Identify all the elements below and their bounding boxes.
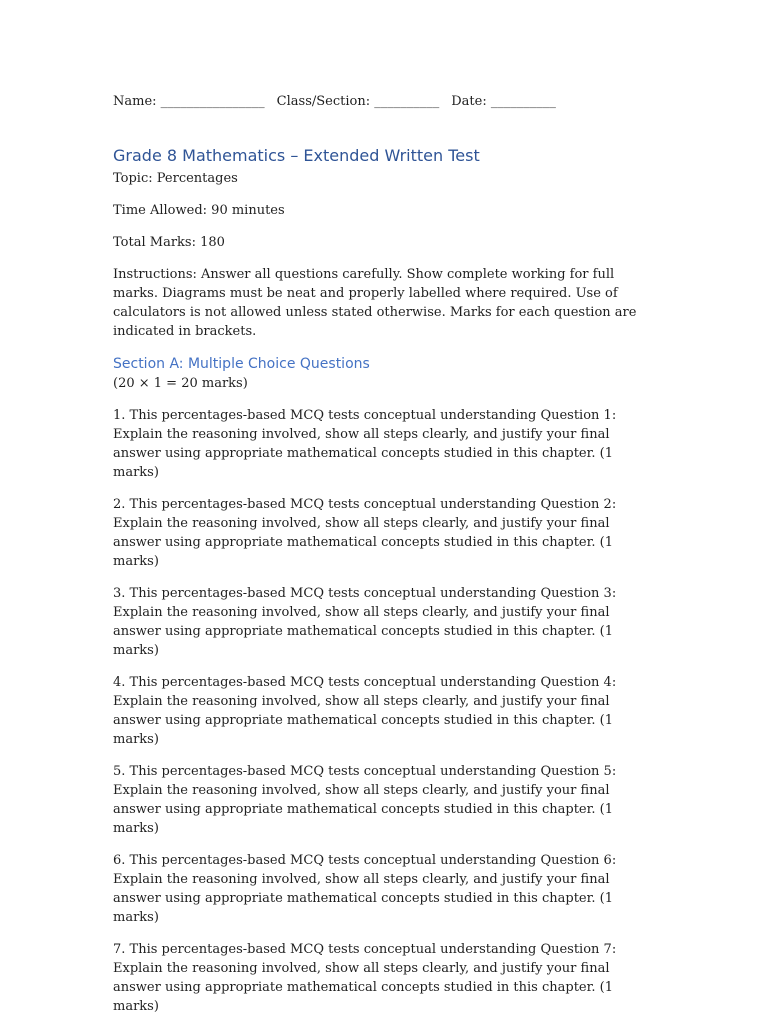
question-item: 5. This percentages-based MCQ tests conceptual understanding Question 5: Explain the reasoning involved, show all steps clearly, and justify your final answer using appropriate mathematical concepts studied in this chapter. (1 marks): [113, 764, 617, 836]
question-item: 1. This percentages-based MCQ tests conceptual understanding Question 1: Explain the reasoning involved, show all steps clearly, and justify your final answer using appropriate mathematical concepts studied in this chapter. (1 marks): [113, 408, 617, 480]
question-item: 3. This percentages-based MCQ tests conceptual understanding Question 3: Explain the reasoning involved, show all steps clearly, and justify your final answer using appropriate mathematical concepts studied in this chapter. (1 marks): [113, 586, 617, 658]
date-field: Date: __________: [451, 94, 556, 109]
question-item: 2. This percentages-based MCQ tests conceptual understanding Question 2: Explain the reasoning involved, show all steps clearly, and justify your final answer using appropriate mathematical concepts studied in this chapter. (1 marks): [113, 497, 617, 569]
section-a-marks: (20 × 1 = 20 marks): [113, 376, 248, 391]
student-info-line: [113, 92, 658, 111]
time-allowed-line: Time Allowed: 90 minutes: [113, 203, 285, 218]
document-content: [113, 92, 658, 1016]
question-item: 4. This percentages-based MCQ tests conceptual understanding Question 4: Explain the reasoning involved, show all steps clearly, and justify your final answer using appropriate mathematical concepts studied in this chapter. (1 marks): [113, 675, 617, 747]
question-item: 7. This percentages-based MCQ tests conceptual understanding Question 7: Explain the reasoning involved, show all steps clearly, and justify your final answer using appropriate mathematical concepts studied in this chapter. (1 marks): [113, 942, 617, 1014]
instructions-paragraph: Instructions: Answer all questions carefully. Show complete working for full marks. Diagrams must be neat and properly labelled where required. Use of calculators is not allowed unless stated otherwise. Marks for each question are indicated in brackets.: [113, 267, 637, 339]
topic-line: Topic: Percentages: [113, 171, 238, 186]
total-marks-line: Total Marks: 180: [113, 235, 225, 250]
section-a-heading: Section A: Multiple Choice Questions: [113, 356, 370, 372]
question-list: [113, 406, 658, 1016]
question-item: 6. This percentages-based MCQ tests conceptual understanding Question 6: Explain the reasoning involved, show all steps clearly, and justify your final answer using appropriate mathematical concepts studied in this chapter. (1 marks): [113, 853, 617, 925]
class-section-field: Class/Section: __________: [276, 94, 440, 109]
test-title: Grade 8 Mathematics – Extended Written Test: [113, 146, 480, 165]
name-field: Name: ________________: [113, 94, 265, 109]
